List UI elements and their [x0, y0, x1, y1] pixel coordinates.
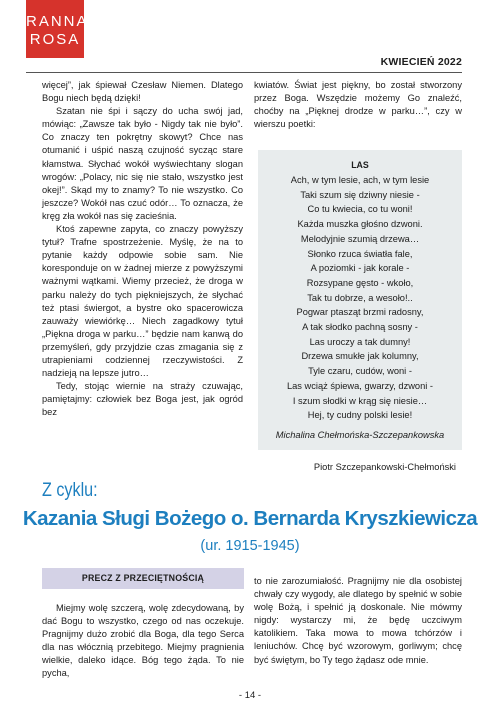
series-years: (ur. 1915-1945)	[200, 538, 300, 554]
poem-line: Hej, ty cudny polski lesie!	[307, 410, 413, 421]
poem-line: Pogwar ptasząt brzmi radosny,	[296, 307, 424, 318]
page-number: - 14 -	[238, 690, 262, 701]
poem-line: Tak tu dobrze, a wesoło!..	[307, 292, 413, 303]
magazine-logo	[26, 0, 89, 58]
header-divider	[26, 72, 462, 73]
sermon-right-column: to nie zarozumiałość. Pragnijmy nie dla osobistej chwały czy wygody, ale dlatego by spełnić w sobie wolę Bożą, i spełnić ją doskonale. Nie mówmy nigdy: wystarczy mi, że będę uczciwym katolikiem. Taka mowa to mowa tchórzów i leniuchów. Chcę być wzorowym, gorliwym; chcę być świętym, bo Ty tego żądasz ode mnie.	[254, 576, 462, 665]
article-paragraph: więcej”, jak śpiewał Czesław Niemen. Dlatego Bogu niech będą dzięki!	[42, 80, 243, 104]
article-paragraph: Szatan nie śpi i sączy do ucha swój jad, mówiąc: „Zawsze tak było - Nigdy tak nie było”. Co znaczy ten pokrętny skowyt? Chce nas otumanić i uśpić naszą czujność sycząc stare kłamstwa. Słychać wokół wyświechtany slogan wrogów: „Polacy, nic się nie stało, wszystko jest okej!”. Skąd my to znamy? To nie wszystko. Co jeszcze? Wokół nas czuć odór… To oznacza, że kręg zła wokół nas się zacieśnia.	[42, 106, 243, 221]
poem-line: Każda muszka głośno dzwoni.	[297, 219, 423, 230]
poem-line: Ach, w tym lesie, ach, w tym lesie	[290, 175, 430, 185]
logo-line-1: RANNA	[26, 13, 89, 30]
section-heading: PRECZ Z PRZECIĘTNOŚCIĄ	[81, 573, 205, 583]
article-paragraph: Tedy, stojąc wiernie na straży czuwając, pamiętajmy: człowiek bez Boga jest, jak ogród bez	[42, 381, 243, 418]
poem-line: Melodyjnie szumią drzewa…	[300, 233, 420, 244]
poem-line: I szum słodki w krąg się niesie…	[292, 395, 428, 406]
series-title: Kazania Sługi Bożego o. Bernarda Kryszkiewicza	[22, 507, 478, 530]
poem-line: Las uroczy a tak dumny!	[309, 336, 411, 347]
article-signature: Piotr Szczepankowski-Chełmoński	[313, 462, 456, 472]
poem-line: Słonko rzuca światła fale,	[307, 248, 413, 259]
poem-line: Tyle czaru, cudów, woni -	[308, 366, 412, 377]
poem-line: Taki szum się dziwny niesie -	[300, 189, 420, 200]
poem-line: Co tu kwiecia, co tu woni!	[307, 204, 413, 215]
poem-line: A poziomki - jak korale -	[310, 263, 410, 274]
poem-line: Drzewa smukłe jak kolumny,	[301, 351, 419, 362]
article-right-column	[254, 79, 462, 131]
series-label: Z cyklu:	[42, 480, 98, 501]
issue-date: KWIECIEŃ 2022	[380, 56, 462, 68]
sermon-left-column: Miejmy wolę szczerą, wolę zdecydowaną, by dać Bogu to wszystko, czego od nas oczekuje. Pragnijmy dużo zrobić dla Boga, dla tego Serca dla nas włócznią przebitego. Miejmy pragnienia wielkie, daleko idące. Bóg tego żąda. To nie pycha,	[42, 603, 244, 679]
poem-line: Rozsypane gęsto - wkoło,	[306, 277, 414, 288]
poem-box	[258, 150, 462, 450]
article-paragraph: Ktoś zapewne zapyta, co znaczy powyższy tytuł? Trafne spostrzeżenie. Myślę, że na to pytanie każdy odpowie sobie sam. Nie koresponduje on w żadnej mierze z powyższymi ważnymi wątkami. Wiemy przecież, że droga w parku należy do tych piękniejszych, że słychać też ptasi świergot, a bystre oko spacerowicza zauważy wiewiórkę… Niech zagadkowy tytuł „Piękna droga w parku…” będzie nam kanwą do przemyśleń, gdy przyjdzie czas zmagania się z utrapieniami codziennej rzeczywistości. Z nadzieją na lepsze jutro…	[42, 224, 243, 379]
poem-title: LAS	[351, 160, 369, 170]
article-left-column	[42, 79, 243, 419]
poem-line: Las wciąż śpiewa, gwarzy, dzwoni -	[286, 380, 434, 391]
article-paragraph: kwiatów. Świat jest piękny, bo został stworzony przez Boga. Wszędzie możemy Go znaleźć, choćby na „Pięknej drodze w parku…”, czy w wierszu poetki:	[254, 80, 462, 130]
poem-author: Michalina Chełmońska-Szczepankowska	[275, 430, 445, 440]
poem-lines	[258, 173, 462, 423]
logo-line-2: ROSA	[29, 31, 81, 48]
poem-line: A tak słodko pachną sosny -	[302, 322, 418, 333]
section-heading-box	[42, 568, 244, 589]
